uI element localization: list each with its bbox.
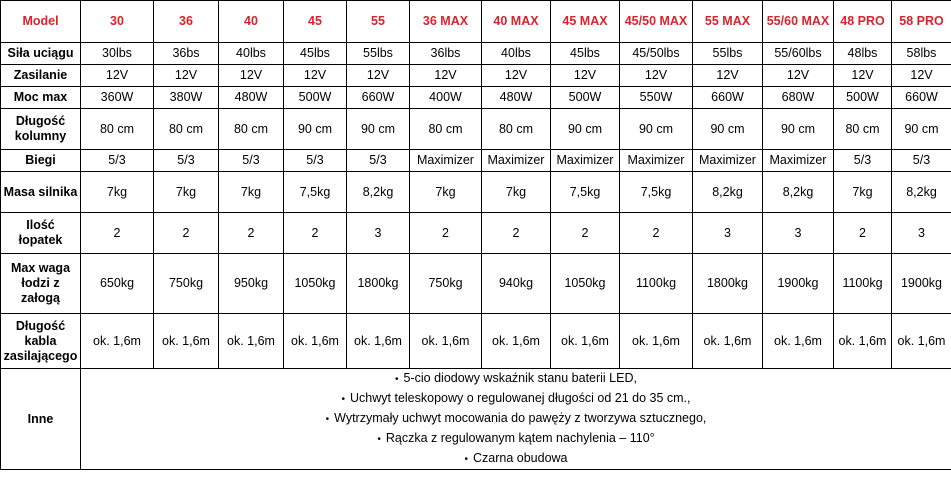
table-row [1, 314, 951, 369]
table-row [1, 43, 951, 65]
model-name: 55/60 MAX [763, 1, 834, 43]
table-cell: 80 cm [219, 109, 284, 150]
table-cell: 2 [551, 213, 620, 254]
table-cell: 7kg [219, 172, 284, 213]
table-cell: 12V [892, 65, 951, 87]
table-cell: 90 cm [693, 109, 763, 150]
table-row [1, 254, 951, 314]
bullet-icon: • [377, 434, 381, 445]
table-cell: 12V [410, 65, 482, 87]
table-cell: 2 [154, 213, 219, 254]
row-label: Zasilanie [1, 65, 81, 87]
table-cell: ok. 1,6m [834, 314, 892, 369]
table-cell: ok. 1,6m [347, 314, 410, 369]
table-cell: 90 cm [620, 109, 693, 150]
model-name: 55 MAX [693, 1, 763, 43]
row-label: Długość kabla zasilającego [1, 314, 81, 369]
model-name: 30 [81, 1, 154, 43]
table-row [1, 109, 951, 150]
table-cell: 7kg [482, 172, 551, 213]
table-cell: 3 [892, 213, 951, 254]
table-cell: 550W [620, 87, 693, 109]
table-cell: ok. 1,6m [410, 314, 482, 369]
table-cell: ok. 1,6m [551, 314, 620, 369]
model-name: 40 MAX [482, 1, 551, 43]
row-label: Ilość łopatek [1, 213, 81, 254]
list-item [83, 369, 949, 389]
table-cell: Maximizer [551, 150, 620, 172]
header-row [1, 1, 951, 43]
table-cell: 2 [620, 213, 693, 254]
row-label: Siła uciągu [1, 43, 81, 65]
table-cell: 12V [154, 65, 219, 87]
bullet-icon: • [325, 414, 330, 425]
table-cell: 680W [763, 87, 834, 109]
table-cell: 5/3 [834, 150, 892, 172]
table-cell: 45lbs [284, 43, 347, 65]
table-cell: 12V [81, 65, 154, 87]
table-cell: 58lbs [892, 43, 951, 65]
model-name: 36 MAX [410, 1, 482, 43]
table-cell: 1800kg [693, 254, 763, 314]
table-cell: 2 [410, 213, 482, 254]
table-cell: 750kg [410, 254, 482, 314]
features-list [83, 369, 949, 469]
table-cell: ok. 1,6m [620, 314, 693, 369]
feature-text: Wytrzymały uchwyt mocowania do pawęży z tworzywa sztucznego, [334, 411, 707, 425]
table-cell: 500W [834, 87, 892, 109]
table-cell: 3 [693, 213, 763, 254]
bullet-icon: • [341, 394, 346, 405]
model-header: Model [1, 1, 81, 43]
table-cell: 5/3 [154, 150, 219, 172]
table-cell: 7,5kg [620, 172, 693, 213]
table-cell: 55lbs [347, 43, 410, 65]
table-cell: 12V [763, 65, 834, 87]
table-cell: 12V [620, 65, 693, 87]
table-cell: 7kg [834, 172, 892, 213]
table-cell: 90 cm [551, 109, 620, 150]
table-cell: 5/3 [284, 150, 347, 172]
list-item [83, 429, 949, 449]
table-cell: ok. 1,6m [154, 314, 219, 369]
table-cell: Maximizer [410, 150, 482, 172]
table-cell: 380W [154, 87, 219, 109]
table-cell: 80 cm [81, 109, 154, 150]
list-item [83, 389, 949, 409]
table-cell: 1900kg [892, 254, 951, 314]
table-cell: 3 [763, 213, 834, 254]
model-name: 40 [219, 1, 284, 43]
table-cell: 7kg [410, 172, 482, 213]
table-cell: 5/3 [81, 150, 154, 172]
feature-text: Czarna obudowa [473, 451, 568, 465]
table-cell: 45/50lbs [620, 43, 693, 65]
table-cell: 480W [482, 87, 551, 109]
table-cell: 8,2kg [347, 172, 410, 213]
table-cell: 500W [551, 87, 620, 109]
table-cell: 8,2kg [693, 172, 763, 213]
table-cell: 2 [284, 213, 347, 254]
table-cell: Maximizer [482, 150, 551, 172]
table-cell: ok. 1,6m [482, 314, 551, 369]
table-cell: 1100kg [620, 254, 693, 314]
table-cell: Maximizer [693, 150, 763, 172]
model-name: 45 MAX [551, 1, 620, 43]
model-name: 45 [284, 1, 347, 43]
table-cell: 2 [81, 213, 154, 254]
table-cell: 750kg [154, 254, 219, 314]
table-cell: 12V [693, 65, 763, 87]
model-name: 45/50 MAX [620, 1, 693, 43]
table-cell: 660W [347, 87, 410, 109]
table-cell: ok. 1,6m [892, 314, 951, 369]
table-cell: 12V [834, 65, 892, 87]
table-cell: 80 cm [482, 109, 551, 150]
table-row [1, 172, 951, 213]
table-cell: 90 cm [284, 109, 347, 150]
table-cell: 48lbs [834, 43, 892, 65]
table-cell: 40lbs [219, 43, 284, 65]
row-label: Moc max [1, 87, 81, 109]
table-cell: 12V [284, 65, 347, 87]
table-cell: 950kg [219, 254, 284, 314]
table-cell: ok. 1,6m [763, 314, 834, 369]
table-cell: 500W [284, 87, 347, 109]
model-name: 58 PRO [892, 1, 951, 43]
features-cell [81, 369, 951, 470]
table-row [1, 150, 951, 172]
table-cell: 7kg [154, 172, 219, 213]
table-row [1, 369, 951, 470]
table-cell: 80 cm [834, 109, 892, 150]
table-cell: 5/3 [892, 150, 951, 172]
table-cell: 12V [482, 65, 551, 87]
table-cell: 80 cm [154, 109, 219, 150]
table-row [1, 87, 951, 109]
bullet-icon: • [395, 374, 399, 385]
table-cell: 1900kg [763, 254, 834, 314]
table-cell: 480W [219, 87, 284, 109]
table-cell: 55lbs [693, 43, 763, 65]
model-name: 36 [154, 1, 219, 43]
table-cell: 8,2kg [763, 172, 834, 213]
table-row [1, 65, 951, 87]
table-cell: 12V [219, 65, 284, 87]
table-cell: Maximizer [620, 150, 693, 172]
list-item [83, 449, 949, 469]
table-cell: ok. 1,6m [693, 314, 763, 369]
table-cell: ok. 1,6m [284, 314, 347, 369]
table-cell: 5/3 [219, 150, 284, 172]
table-cell: 90 cm [347, 109, 410, 150]
feature-text: 5-cio diodowy wskaźnik stanu baterii LED, [403, 371, 637, 385]
table-cell: 1050kg [284, 254, 347, 314]
table-cell: 940kg [482, 254, 551, 314]
model-name: 55 [347, 1, 410, 43]
table-cell: 5/3 [347, 150, 410, 172]
table-cell: 1800kg [347, 254, 410, 314]
table-cell: 90 cm [892, 109, 951, 150]
table-cell: 45lbs [551, 43, 620, 65]
table-cell: 55/60lbs [763, 43, 834, 65]
table-cell: 2 [834, 213, 892, 254]
table-cell: 90 cm [763, 109, 834, 150]
table-cell: 7,5kg [284, 172, 347, 213]
row-label: Masa silnika [1, 172, 81, 213]
bullet-icon: • [464, 454, 468, 465]
table-cell: ok. 1,6m [81, 314, 154, 369]
table-cell: 360W [81, 87, 154, 109]
table-cell: 2 [482, 213, 551, 254]
table-cell: 1050kg [551, 254, 620, 314]
model-name: 48 PRO [834, 1, 892, 43]
table-cell: 2 [219, 213, 284, 254]
table-cell: 1100kg [834, 254, 892, 314]
table-cell: 660W [693, 87, 763, 109]
row-label: Długość kolumny [1, 109, 81, 150]
table-cell: 36lbs [410, 43, 482, 65]
table-cell: ok. 1,6m [219, 314, 284, 369]
table-cell: Maximizer [763, 150, 834, 172]
row-label: Biegi [1, 150, 81, 172]
table-cell: 12V [551, 65, 620, 87]
feature-text: Uchwyt teleskopowy o regulowanej długości od 21 do 35 cm., [350, 391, 691, 405]
table-cell: 12V [347, 65, 410, 87]
table-cell: 3 [347, 213, 410, 254]
table-cell: 30lbs [81, 43, 154, 65]
table-cell: 650kg [81, 254, 154, 314]
table-cell: 400W [410, 87, 482, 109]
table-cell: 660W [892, 87, 951, 109]
table-cell: 36bs [154, 43, 219, 65]
table-row [1, 213, 951, 254]
feature-text: Rączka z regulowanym kątem nachylenia – 110° [385, 431, 655, 445]
table-cell: 7kg [81, 172, 154, 213]
row-label: Inne [1, 369, 81, 470]
list-item [83, 409, 949, 429]
row-label: Max waga łodzi z załogą [1, 254, 81, 314]
table-cell: 80 cm [410, 109, 482, 150]
table-cell: 40lbs [482, 43, 551, 65]
table-cell: 7,5kg [551, 172, 620, 213]
table-cell: 8,2kg [892, 172, 951, 213]
